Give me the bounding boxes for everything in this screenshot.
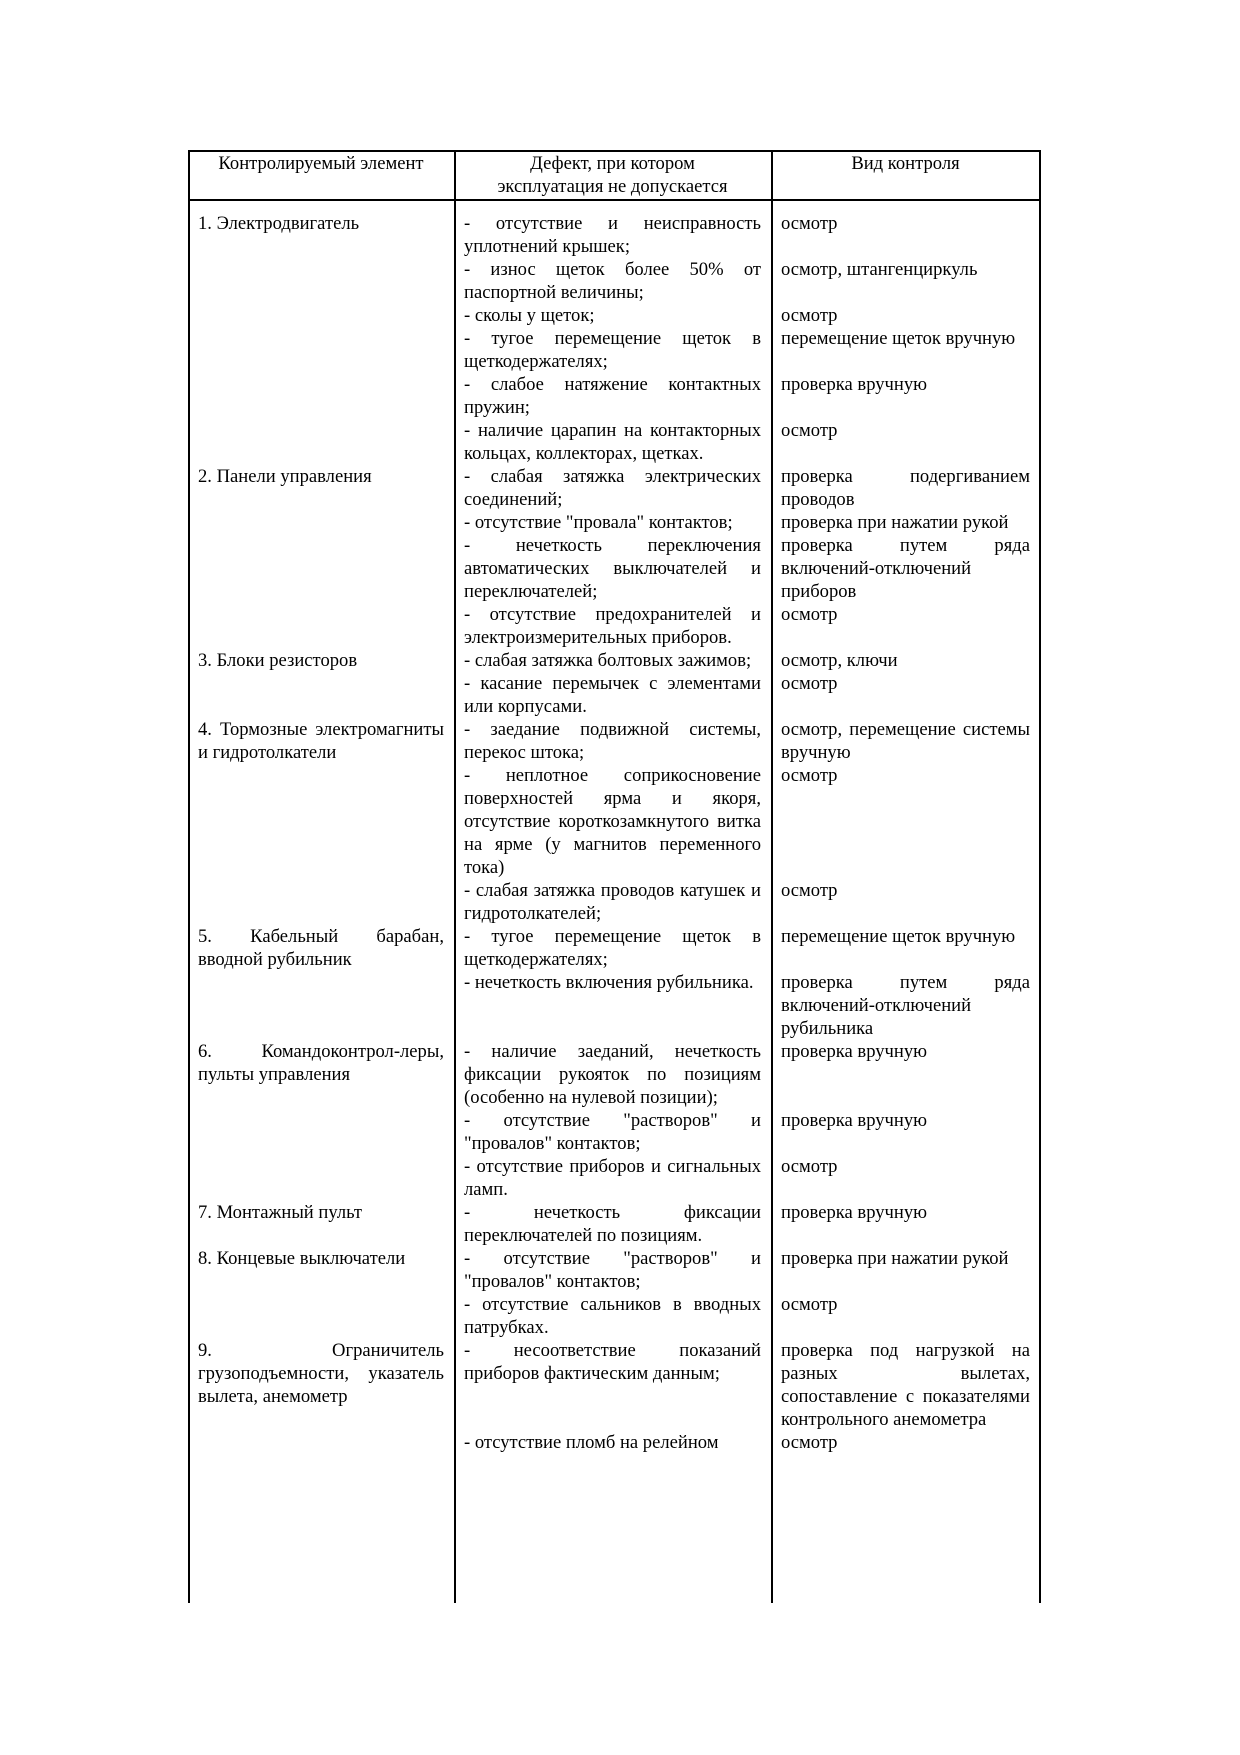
defect-control-pair [454,419,1040,465]
defect-control-pair [454,511,1040,534]
table-row [188,718,1040,925]
header-defect-line1: Дефект, при котором [530,153,695,174]
element-cell: 3. Блоки резисторов [198,650,358,671]
element-cell: 9. Ограничитель грузоподъемности, указатель вылета, анемометр [198,1340,444,1407]
defect-control-pair [454,258,1040,304]
defect-cell: - тугое перемещение щеток в щеткодержателях; [464,926,761,970]
defect-control-pair [454,327,1040,373]
element-cell: 2. Панели управления [198,466,372,487]
defect-cell: - отсутствие предохранителей и электроизмерительных приборов. [464,604,761,648]
table-body [188,212,1040,1454]
control-cell: осмотр [781,880,838,901]
defect-cell: - наличие заеданий, нечеткость фиксации рукояток по позициям (особенно на нулевой позиции); [464,1041,761,1108]
defect-control-pair [454,1247,1040,1293]
table-row [188,212,1040,465]
defect-control-pair [454,373,1040,419]
control-cell: осмотр, перемещение системы вручную [781,719,1030,763]
control-cell: осмотр [781,604,838,625]
defect-cell: - тугое перемещение щеток в щеткодержателях; [464,328,761,372]
defect-cell: - отсутствие и неисправность уплотнений крышек; [464,213,761,257]
defect-control-pair [454,212,1040,258]
defect-control-group [454,1247,1040,1339]
defect-cell: - слабая затяжка электрических соединений; [464,466,761,510]
table-row [188,465,1040,649]
control-cell: осмотр [781,765,838,786]
defect-control-group [454,1201,1040,1247]
defect-control-pair [454,971,1040,1040]
defect-control-pair [454,1201,1040,1247]
element-cell: 7. Монтажный пульт [198,1202,363,1223]
element-cell: 5. Кабельный барабан, вводной рубильник [198,926,444,970]
control-cell: осмотр [781,305,838,326]
defect-control-pair [454,879,1040,925]
defect-control-pair [454,649,1040,672]
defect-cell: - касание перемычек с элементами или корпусами. [464,673,761,717]
defect-cell: - отсутствие "провала" контактов; [464,512,733,533]
defect-control-pair [454,1155,1040,1201]
header-control [771,152,1040,175]
defect-control-pair [454,718,1040,764]
defect-cell: - износ щеток более 50% от паспортной величины; [464,259,761,303]
defect-cell: - наличие царапин на контакторных кольцах, коллекторах, щетках. [464,420,761,464]
defect-cell: - отсутствие пломб на релейном [464,1432,719,1453]
control-cell: проверка при нажатии рукой [781,1248,1009,1269]
defect-control-group [454,465,1040,649]
defect-control-group [454,925,1040,1040]
element-cell: 4. Тормозные электромагниты и гидротолкатели [198,719,444,763]
defect-control-group [454,649,1040,718]
control-cell: осмотр [781,213,838,234]
control-cell: осмотр [781,1156,838,1177]
header-element-text: Контролируемый элемент [218,153,424,174]
defect-control-group [454,1339,1040,1454]
header-defect-line2: эксплуатация не допускается [497,176,728,197]
element-cell: 6. Командоконтрол-леры, пульты управления [198,1041,444,1085]
defect-control-pair [454,1040,1040,1109]
control-cell: проверка вручную [781,374,928,395]
defect-control-group [454,718,1040,925]
table-header [188,150,1040,200]
defect-control-pair [454,534,1040,603]
element-cell: 1. Электродвигатель [198,213,360,234]
defect-cell: - заедание подвижной системы, перекос штока; [464,719,761,763]
defect-cell: - отсутствие приборов и сигнальных ламп. [464,1156,761,1200]
control-cell: проверка подергиванием проводов [781,466,1030,510]
table-row [188,1339,1040,1454]
control-cell: осмотр [781,1432,838,1453]
defect-cell: - слабое натяжение контактных пружин; [464,374,761,418]
defect-cell: - неплотное соприкосновение поверхностей ярма и якоря, отсутствие короткозамкнутого витка на ярме (у магнитов переменного тока) [464,765,761,878]
control-cell: проверка путем ряда включений-отключений рубильника [781,972,1030,1039]
defect-cell: - слабая затяжка проводов катушек и гидротолкателей; [464,880,761,924]
defect-control-pair [454,304,1040,327]
element-cell: 8. Концевые выключатели [198,1248,406,1269]
control-cell: проверка путем ряда включений-отключений приборов [781,535,1030,602]
defect-control-pair [454,925,1040,971]
table-row [188,649,1040,718]
control-cell: осмотр [781,1294,838,1315]
defect-cell: - отсутствие "растворов" и "провалов" контактов; [464,1248,761,1292]
defect-control-pair [454,672,1040,718]
control-cell: проверка под нагрузкой на разных вылетах, сопоставление с показателями контрольного анемометра [781,1340,1030,1430]
control-cell: проверка вручную [781,1110,928,1131]
defect-cell: - нечеткость включения рубильника. [464,972,754,993]
defect-control-pair [454,1293,1040,1339]
defect-cell: - отсутствие сальников в вводных патрубках. [464,1294,761,1338]
defect-cell: - нечеткость переключения автоматических выключателей и переключателей; [464,535,761,602]
control-cell: проверка при нажатии рукой [781,512,1009,533]
table-row [188,1247,1040,1339]
defect-control-pair [454,1109,1040,1155]
table-row [188,925,1040,1040]
defect-cell: - слабая затяжка болтовых зажимов; [464,650,752,671]
control-cell: проверка вручную [781,1041,928,1062]
defect-cell: - отсутствие "растворов" и "провалов" контактов; [464,1110,761,1154]
defect-control-pair [454,1339,1040,1431]
defect-control-group [454,212,1040,465]
table-row [188,1201,1040,1247]
defect-control-pair [454,465,1040,511]
control-cell: осмотр [781,420,838,441]
defect-control-pair [454,1431,1040,1454]
header-control-text: Вид контроля [851,153,960,174]
table-row [188,1040,1040,1201]
control-cell: перемещение щеток вручную [781,328,1016,349]
header-defect [454,152,771,198]
defect-cell: - сколы у щеток; [464,305,595,326]
defect-cell: - несоответствие показаний приборов фактическим данным; [464,1340,761,1384]
header-element [188,152,454,175]
defect-control-pair [454,764,1040,879]
control-cell: осмотр, штангенциркуль [781,259,978,280]
control-cell: осмотр [781,673,838,694]
defect-cell: - нечеткость фиксации переключателей по позициям. [464,1202,761,1246]
control-cell: перемещение щеток вручную [781,926,1016,947]
control-cell: проверка вручную [781,1202,928,1223]
control-cell: осмотр, ключи [781,650,898,671]
defect-control-group [454,1040,1040,1201]
defect-control-pair [454,603,1040,649]
